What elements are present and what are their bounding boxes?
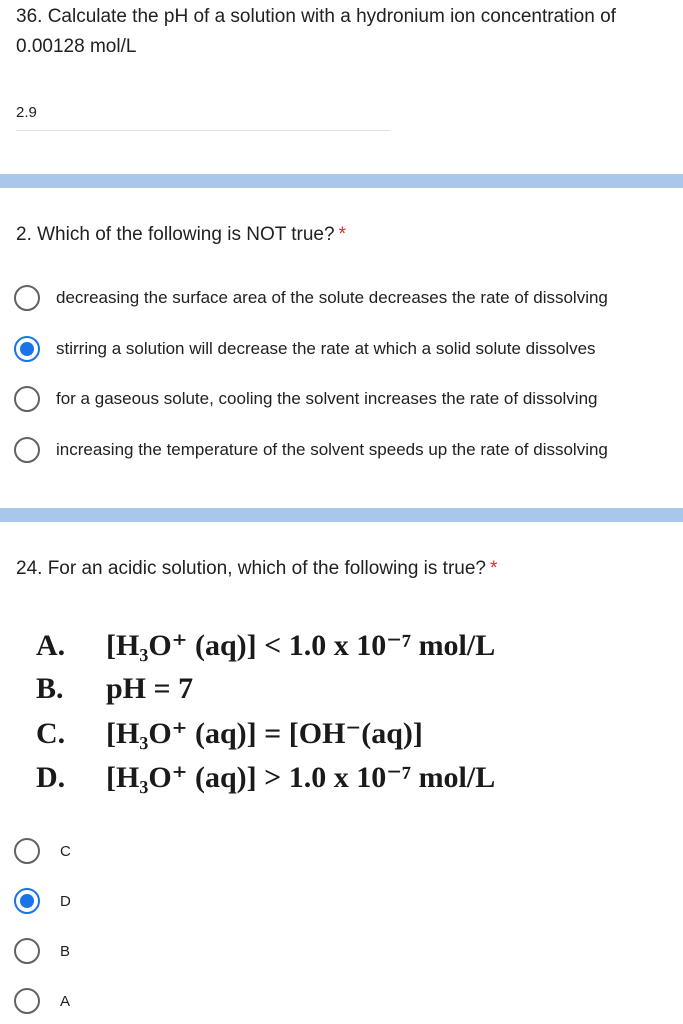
- formula-text-c: [H₃O⁺ (aq)] = [OH⁻(aq)]: [106, 717, 423, 750]
- q2-option-2-label: stirring a solution will decrease the rate at which a solid solute dissolves: [56, 339, 596, 358]
- q2-option-1[interactable]: [14, 285, 608, 311]
- q24-option-2[interactable]: [14, 888, 71, 914]
- q24-option-4[interactable]: [14, 988, 70, 1014]
- q24-option-3[interactable]: [14, 938, 70, 964]
- section-divider: [0, 174, 683, 188]
- q24-option-4-label: A: [60, 992, 71, 1010]
- question-36-answer: 2.9: [16, 104, 37, 121]
- formula-letter-b: B.: [36, 672, 64, 705]
- q2-option-1-label: decreasing the surface area of the solute decreases the rate of dissolving: [56, 288, 608, 307]
- formula-text-a: [H₃O⁺ (aq)] < 1.0 x 10⁻⁷ mol/L: [106, 629, 496, 662]
- question-24-text: 24. For an acidic solution, which of the following is true?: [16, 558, 486, 579]
- radio-button[interactable]: [14, 838, 40, 864]
- radio-button[interactable]: [14, 285, 40, 311]
- formula-text-d: [H₃O⁺ (aq)] > 1.0 x 10⁻⁷ mol/L: [106, 761, 496, 794]
- formula-row-a: [30, 628, 495, 663]
- radio-button[interactable]: [14, 988, 40, 1014]
- radio-button-selected[interactable]: [14, 888, 40, 914]
- question-2-title: [16, 224, 346, 246]
- formula-row-c: [30, 716, 423, 751]
- formula-letter-a: A.: [36, 629, 66, 662]
- formula-text-b: pH = 7: [106, 672, 194, 705]
- question-24-title: [16, 558, 497, 580]
- formula-row-d: [30, 760, 495, 795]
- question-24-image: [30, 628, 630, 804]
- radio-button[interactable]: [14, 938, 40, 964]
- q2-option-3-label: for a gaseous solute, cooling the solvent increases the rate of dissolving: [56, 389, 598, 408]
- q24-option-3-label: B: [60, 942, 71, 960]
- question-36-title: 36. Calculate the pH of a solution with a hydronium ion concentration of 0.00128 mol/L: [16, 6, 616, 57]
- formula-row-b: [30, 672, 193, 706]
- formula-letter-d: D.: [36, 761, 66, 794]
- q2-option-3[interactable]: [14, 386, 598, 412]
- q2-option-2[interactable]: [14, 336, 596, 362]
- q2-option-4[interactable]: [14, 437, 608, 463]
- radio-button[interactable]: [14, 386, 40, 412]
- required-asterisk: *: [489, 558, 498, 579]
- q24-option-1[interactable]: [14, 838, 71, 864]
- radio-button[interactable]: [14, 437, 40, 463]
- q2-option-4-label: increasing the temperature of the solvent speeds up the rate of dissolving: [56, 440, 608, 459]
- formula-letter-c: C.: [36, 717, 66, 750]
- section-divider: [0, 508, 683, 522]
- q24-option-1-label: C: [60, 842, 71, 860]
- radio-button-selected[interactable]: [14, 336, 40, 362]
- question-2-text: 2. Which of the following is NOT true?: [16, 224, 335, 245]
- answer-underline: [16, 130, 390, 131]
- q24-option-2-label: D: [60, 892, 71, 910]
- required-asterisk: *: [338, 224, 346, 245]
